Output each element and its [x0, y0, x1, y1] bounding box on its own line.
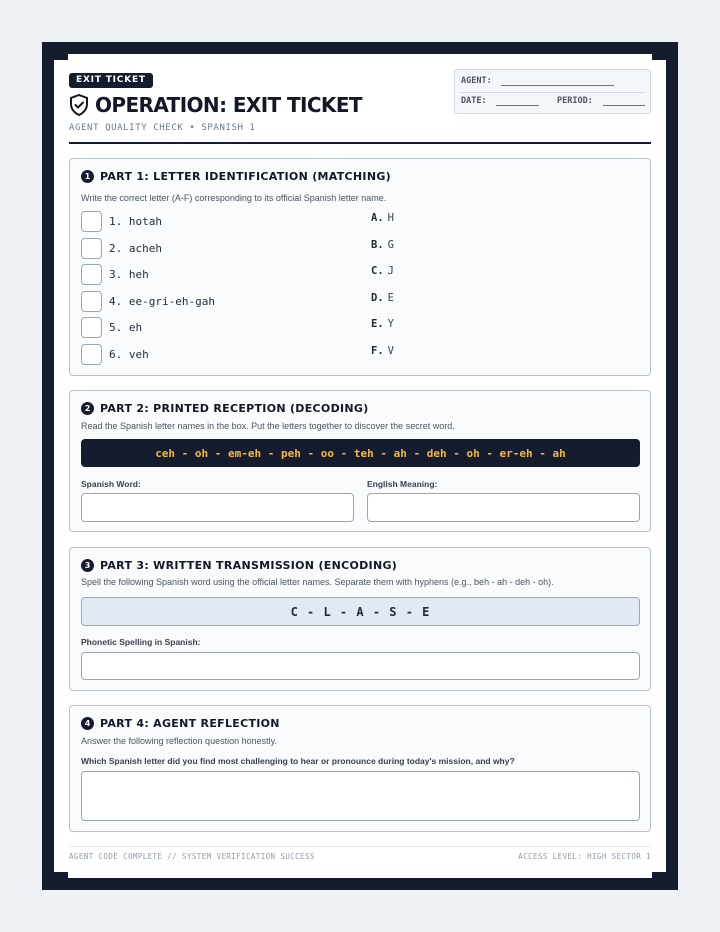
part3-number: 3 [81, 559, 94, 572]
page-subtitle: AGENT QUALITY CHECK • SPANISH 1 [69, 123, 256, 133]
corner-notch [54, 54, 68, 60]
letter-option: C. J [371, 265, 394, 277]
letter-option: A. H [371, 212, 394, 224]
date-field[interactable] [496, 105, 539, 106]
footer-status: AGENT CODE COMPLETE // SYSTEM VERIFICATION SUCCESS [69, 852, 315, 861]
part2-section [69, 390, 651, 532]
part3-instructions: Spell the following Spanish word using the official letter names. Separate them with hyphens (e.g., beh - ah - deh - oh). [81, 577, 554, 587]
item-text: 3. heh [109, 268, 149, 281]
part4-heading [81, 717, 280, 730]
part1-title: PART 1: LETTER IDENTIFICATION (MATCHING) [100, 170, 391, 183]
reflection-question: Which Spanish letter did you find most challenging to hear or pronounce during today's mission, and why? [81, 756, 515, 766]
letter-option: D. E [371, 292, 394, 304]
part3-title: PART 3: WRITTEN TRANSMISSION (ENCODING) [100, 559, 398, 572]
part4-section [69, 705, 651, 832]
part2-heading [81, 402, 369, 415]
info-divider [461, 92, 645, 93]
phonetic-spelling-input[interactable] [81, 652, 640, 680]
matching-item [81, 211, 162, 232]
part1-number: 1 [81, 170, 94, 183]
header-divider [69, 142, 651, 144]
item-text: 2. acheh [109, 242, 162, 255]
spanish-word-input[interactable] [81, 493, 354, 522]
agent-info-box [454, 69, 651, 114]
answer-box[interactable] [81, 238, 102, 259]
page-title: OPERATION: EXIT TICKET [95, 93, 362, 117]
english-meaning-label: English Meaning: [367, 479, 438, 489]
date-label: DATE: [461, 96, 487, 106]
matching-item [81, 291, 215, 312]
corner-notch [652, 54, 666, 60]
exit-ticket-badge: EXIT TICKET [69, 73, 153, 88]
secret-code-bar: ceh - oh - em-eh - peh - oo - teh - ah - deh - oh - er-eh - ah [81, 439, 640, 467]
phonetic-spelling-label: Phonetic Spelling in Spanish: [81, 637, 201, 647]
answer-box[interactable] [81, 211, 102, 232]
item-text: 4. ee-gri-eh-gah [109, 295, 215, 308]
part3-section [69, 547, 651, 691]
agent-label: AGENT: [461, 76, 492, 86]
spanish-word-label: Spanish Word: [81, 479, 141, 489]
corner-notch [54, 872, 68, 878]
item-text: 5. eh [109, 321, 143, 334]
footer-access-level: ACCESS LEVEL: HIGH SECTOR 1 [518, 852, 651, 861]
letter-option: F. V [371, 345, 394, 357]
part1-heading [81, 170, 391, 183]
reflection-answer-input[interactable] [81, 771, 640, 821]
item-text: 6. veh [109, 348, 149, 361]
part1-instructions: Write the correct letter (A-F) corresponding to its official Spanish letter name. [81, 193, 387, 203]
answer-box[interactable] [81, 344, 102, 365]
answer-box[interactable] [81, 317, 102, 338]
answer-box[interactable] [81, 264, 102, 285]
part4-number: 4 [81, 717, 94, 730]
part1-section [69, 158, 651, 376]
answer-box[interactable] [81, 291, 102, 312]
part2-instructions: Read the Spanish letter names in the box. Put the letters together to discover the secret word. [81, 421, 455, 431]
part4-title: PART 4: AGENT REFLECTION [100, 717, 280, 730]
matching-item [81, 344, 149, 365]
period-field[interactable] [603, 105, 645, 106]
matching-item [81, 238, 162, 259]
target-word-bar: C - L - A - S - E [81, 597, 640, 626]
english-meaning-input[interactable] [367, 493, 640, 522]
part4-instructions: Answer the following reflection question honestly. [81, 736, 277, 746]
letter-option: B. G [371, 239, 394, 251]
agent-field[interactable] [501, 85, 614, 86]
matching-item [81, 317, 142, 338]
period-label: PERIOD: [557, 96, 593, 106]
part2-number: 2 [81, 402, 94, 415]
part3-heading [81, 559, 397, 572]
letter-option: E. Y [371, 318, 394, 330]
footer-divider [69, 846, 651, 847]
item-text: 1. hotah [109, 215, 162, 228]
matching-item [81, 264, 149, 285]
shield-check-icon [69, 94, 89, 116]
corner-notch [652, 872, 666, 878]
part2-title: PART 2: PRINTED RECEPTION (DECODING) [100, 402, 369, 415]
page-title-row [69, 93, 362, 117]
